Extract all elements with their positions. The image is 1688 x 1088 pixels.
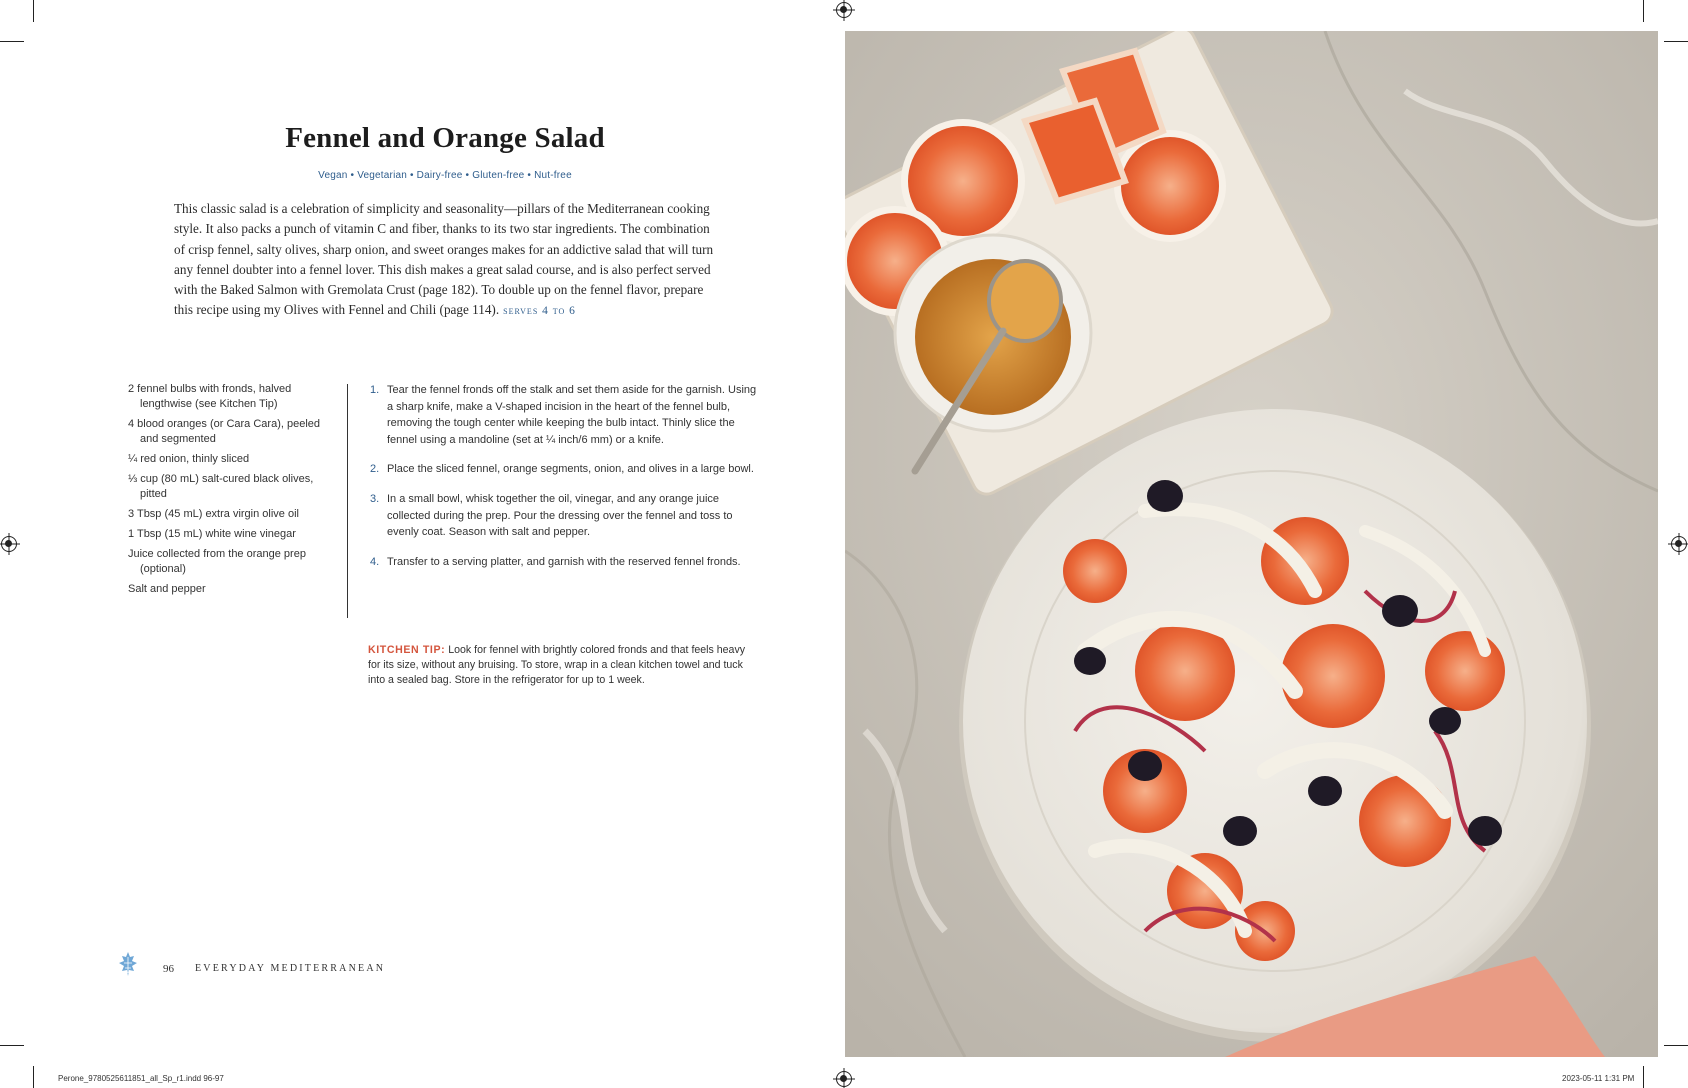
intro-text: This classic salad is a celebration of simplicity and seasonality—pillars of the Mediterranean cooking style. It also packs a punch of vitamin C and fiber, thanks to its two star ingredients. The combination of crisp fennel, salty olives, sharp onion, and sweet oranges makes for an addictive salad that will turn any fennel doubter into a fennel lover. This dish makes a great salad course, and is also perfect served with the Baked Salmon with Gremolata Crust (page 182). To double up on the fennel flavor, prepare this recipe using my Olives with Fennel and Chili (page 114). bbox=[174, 201, 714, 318]
step-text: In a small bowl, whisk together the oil, vinegar, and any orange juice collected during the prep. Pour the dressing over the fennel and toss to evenly coat. Season with salt and pepper. bbox=[387, 492, 733, 539]
dietary-tags: Vegan • Vegetarian • Dairy-free • Gluten-free • Nut-free bbox=[318, 170, 572, 181]
crop-mark bbox=[1664, 41, 1688, 42]
registration-mark-icon bbox=[1, 536, 17, 552]
ingredient-item: ⅓ cup (80 mL) salt-cured black olives, pitted bbox=[128, 473, 314, 500]
step-number: 4. bbox=[370, 555, 380, 568]
crop-mark bbox=[0, 1045, 24, 1046]
salad-photo bbox=[845, 31, 1658, 1057]
kitchen-tip-text: Look for fennel with brightly colored fronds and that feels heavy for its size, without any bruising. To store, wrap in a clean kitchen towel and tuck into a sealed bag. Store in the refrigerator for up to 1 week. bbox=[368, 644, 746, 686]
step-number: 2. bbox=[370, 463, 380, 476]
recipe-title: Fennel and Orange Salad bbox=[285, 122, 605, 154]
crop-mark bbox=[33, 0, 34, 22]
method-step bbox=[370, 461, 760, 478]
method-step bbox=[370, 382, 760, 448]
method-step bbox=[370, 491, 760, 541]
registration-mark-icon bbox=[1671, 536, 1687, 552]
ingredient-item: 1 Tbsp (15 mL) white wine vinegar bbox=[128, 528, 296, 540]
recipe-intro bbox=[174, 199, 722, 322]
crop-mark bbox=[1664, 1045, 1688, 1046]
crop-mark bbox=[1643, 0, 1644, 22]
column-divider bbox=[347, 384, 348, 618]
method-step bbox=[370, 554, 760, 571]
ingredient-list bbox=[128, 382, 328, 602]
serves-label: serves 4 to 6 bbox=[503, 305, 576, 318]
step-text: Transfer to a serving platter, and garnish with the reserved fennel fronds. bbox=[387, 555, 741, 568]
ingredient-item: 3 Tbsp (45 mL) extra virgin olive oil bbox=[128, 508, 299, 520]
kitchen-tip-label: KITCHEN TIP: bbox=[368, 644, 446, 656]
slug-date: 2023-05-11 1:31 PM bbox=[1562, 1074, 1635, 1083]
step-number: 1. bbox=[370, 384, 380, 396]
crop-mark bbox=[0, 41, 24, 42]
salad-photo-illustration bbox=[845, 31, 1658, 1057]
registration-mark-icon bbox=[836, 1071, 852, 1087]
ingredient-item: 4 blood oranges (or Cara Cara), peeled and segmented bbox=[128, 418, 321, 445]
method-steps bbox=[370, 382, 760, 583]
step-number: 3. bbox=[370, 492, 380, 505]
slug-file-name: Perone_9780525611851_all_Sp_r1.indd 96-97 bbox=[58, 1074, 224, 1083]
fennel-ornament-icon bbox=[117, 951, 139, 977]
kitchen-tip bbox=[368, 643, 760, 688]
ingredient-item: Salt and pepper bbox=[128, 583, 206, 595]
book-title: EVERYDAY MEDITERRANEAN bbox=[195, 963, 386, 974]
page-number: 96 bbox=[163, 963, 174, 975]
ingredient-item: Juice collected from the orange prep (optional) bbox=[128, 548, 306, 575]
step-text: Tear the fennel fronds off the stalk and set them aside for the garnish. Using a sharp knife, make a V-shaped incision in the heart of the fennel bulb, removing the tough center while keeping the bulb intact. Thinly slice the fennel using a mandoline (set at ¼ inch/6 mm) or a knife. bbox=[387, 384, 757, 446]
ingredient-item: 2 fennel bulbs with fronds, halved lengthwise (see Kitchen Tip) bbox=[128, 383, 292, 410]
registration-mark-icon bbox=[836, 2, 852, 18]
ingredient-item: ¼ red onion, thinly sliced bbox=[128, 453, 250, 465]
crop-mark bbox=[33, 1066, 34, 1088]
step-text: Place the sliced fennel, orange segments, onion, and olives in a large bowl. bbox=[387, 463, 754, 476]
crop-mark bbox=[1643, 1066, 1644, 1088]
